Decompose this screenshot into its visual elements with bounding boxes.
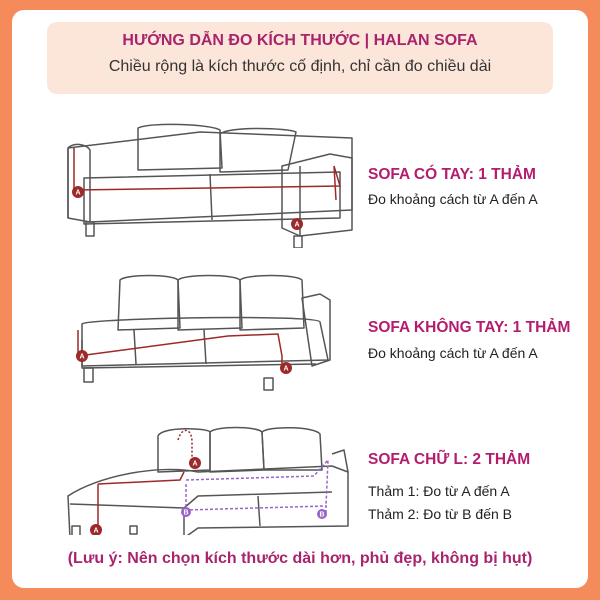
sofa-with-arms-illustration bbox=[60, 118, 360, 248]
header-banner bbox=[47, 22, 553, 94]
marker-a-left: A bbox=[75, 189, 81, 197]
header-title: HƯỚNG DẪN ĐO KÍCH THƯỚC | HALAN SOFA bbox=[122, 32, 478, 49]
marker-a-top: A bbox=[192, 460, 198, 468]
header-subtitle: Chiều rộng là kích thước cố định, chỉ cần đo chiều dài bbox=[108, 58, 492, 75]
section-1-line-1: Đo khoảng cách từ A đến A bbox=[368, 191, 538, 207]
section-2-line-1: Đo khoảng cách từ A đến A bbox=[368, 345, 538, 361]
section-3-line-1: Thảm 1: Đo từ A đến A bbox=[368, 483, 510, 499]
sofa-armless-illustration bbox=[68, 270, 340, 400]
marker-b-left: B bbox=[183, 509, 189, 517]
section-3-title: SOFA CHỮ L: 2 THẢM bbox=[368, 451, 531, 468]
marker-a-right: A bbox=[283, 365, 289, 373]
section-2-title: SOFA KHÔNG TAY: 1 THẢM bbox=[368, 319, 571, 336]
section-3-line-2: Thảm 2: Đo từ B đến B bbox=[368, 506, 512, 522]
section-1-title: SOFA CÓ TAY: 1 THẢM bbox=[368, 166, 536, 183]
marker-a-bottom: A bbox=[93, 527, 99, 535]
sofa-l-shape-illustration bbox=[58, 420, 350, 535]
marker-b-right: B bbox=[319, 511, 325, 519]
footnote: (Lưu ý: Nên chọn kích thước dài hơn, phủ đẹp, không bị hụt) bbox=[67, 550, 533, 567]
marker-a-right: A bbox=[294, 221, 300, 229]
marker-a-left: A bbox=[79, 353, 85, 361]
